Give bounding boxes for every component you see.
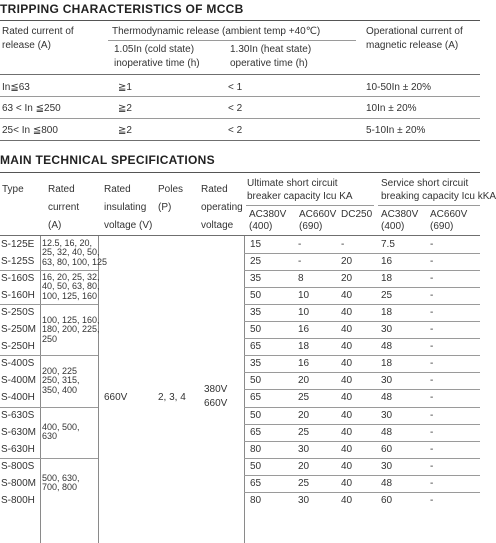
tripping-row-1-rated: In≦63 — [2, 82, 30, 93]
service-ac660-cell: - — [430, 341, 434, 353]
rated-current-header-2: current — [48, 202, 80, 213]
insulating-header-3: voltage (V) — [104, 220, 153, 231]
service-ac380-cell: 18 — [381, 358, 393, 370]
ultimate-ac660-cell: 16 — [298, 358, 310, 370]
ultimate-ac660-cell: 8 — [298, 273, 304, 285]
ultimate-ac660-cell: 25 — [298, 477, 310, 489]
insulating-voltage-value: 660V — [104, 392, 128, 403]
ultimate-dc250-cell: 40 — [341, 375, 353, 387]
ultimate-ac660-cell: 10 — [298, 307, 310, 319]
tripping-row-3-cold: ≧2 — [118, 125, 132, 136]
operating-header-3: voltage — [201, 220, 234, 231]
type-cell: S-160S — [1, 273, 35, 285]
service-ac660-cell: - — [430, 358, 434, 370]
service-underline — [378, 205, 480, 206]
ultimate-ac660-cell: 16 — [298, 324, 310, 336]
ultimate-ac380-cell: 50 — [250, 375, 262, 387]
ultimate-ac380-cell: 35 — [250, 273, 262, 285]
service-ac660-cell: - — [430, 477, 434, 489]
service-ac380-cell: 18 — [381, 307, 393, 319]
type-cell: S-250M — [1, 324, 37, 336]
service-ac380-cell: 16 — [381, 256, 393, 268]
rated-current-value: 200, 225 — [42, 365, 78, 376]
row-rule — [244, 321, 480, 322]
type-cell: S-630S — [1, 409, 35, 421]
ultimate-dc250-cell: 40 — [341, 324, 353, 336]
operating-header-2: operating — [201, 202, 243, 213]
rated-current-value: 500, 630, — [42, 472, 80, 483]
ultimate-dc250-cell: 40 — [341, 341, 353, 353]
ultimate-dc250-cell: 40 — [341, 358, 353, 370]
group-rule — [0, 458, 98, 459]
ultimate-ac660-cell: 30 — [298, 494, 310, 506]
service-ac660-cell: - — [430, 392, 434, 404]
service-ac660-header-2: (690) — [430, 221, 454, 232]
rated-current-value: 25, 32, 40, 50, — [42, 247, 100, 258]
service-ac380-cell: 30 — [381, 460, 393, 472]
poles-value: 2, 3, 4 — [158, 392, 186, 403]
service-ac660-cell: - — [430, 324, 434, 336]
ultimate-ac380-cell: 80 — [250, 494, 262, 506]
specs-header-rule — [0, 235, 480, 236]
group-rule — [0, 304, 98, 305]
type-cell: S-800H — [1, 494, 35, 506]
service-ac380-cell: 30 — [381, 324, 393, 336]
rated-current-value: 100, 125, 160 — [42, 290, 98, 301]
operating-voltage-value-2: 660V — [204, 398, 228, 409]
service-ac380-cell: 60 — [381, 494, 393, 506]
magnetic-header-line2: magnetic release (A) — [366, 40, 459, 51]
rated-current-value: 40, 50, 63, 80, — [42, 281, 100, 292]
heat-state-header-line2: operative time (h) — [230, 58, 308, 69]
ultimate-ac380-cell: 50 — [250, 324, 262, 336]
type-cell: S-400S — [1, 358, 35, 370]
rated-current-header-3: (A) — [48, 220, 62, 231]
service-ac380-cell: 7.5 — [381, 239, 395, 251]
ultimate-dc250-cell: 40 — [341, 443, 353, 455]
row-rule — [244, 253, 480, 254]
ultimate-ac660-cell: 20 — [298, 409, 310, 421]
group-rule — [244, 304, 480, 305]
tripping-row-1-rule — [0, 96, 480, 97]
tripping-row-1-mag: 10-50In ± 20% — [366, 82, 431, 93]
group-rule — [244, 270, 480, 271]
specs-title: MAIN TECHNICAL SPECIFICATIONS — [0, 153, 215, 167]
cold-state-header-line1: 1.05In (cold state) — [114, 44, 195, 55]
rated-current-value: 12.5, 16, 20, — [42, 237, 93, 248]
tripping-row-3-rated: 25< In ≦800 — [2, 125, 58, 136]
tripping-top-rule — [0, 20, 480, 21]
service-header-2: breaking capacity Icu kKA — [381, 191, 496, 202]
service-ac660-cell: - — [430, 409, 434, 421]
rated-current-value: 630 — [42, 431, 58, 442]
ultimate-header-2: breaker capacity Icu KA — [247, 191, 353, 202]
service-ac380-cell: 30 — [381, 409, 393, 421]
service-ac380-cell: 25 — [381, 290, 393, 302]
ultimate-ac660-cell: 18 — [298, 341, 310, 353]
service-ac380-cell: 48 — [381, 392, 393, 404]
type-cell: S-400H — [1, 392, 35, 404]
ultimate-header-1: Ultimate short circuit — [247, 178, 338, 189]
service-ac380-cell: 60 — [381, 443, 393, 455]
service-ac380-cell: 48 — [381, 341, 393, 353]
ultimate-dc250-cell: 20 — [341, 256, 353, 268]
rated-current-value: 350, 400 — [42, 384, 78, 395]
thermodynamic-header: Thermodynamic release (ambient temp +40℃) — [112, 26, 321, 37]
rated-current-value: 700, 800 — [42, 482, 78, 493]
poles-header-1: Poles — [158, 184, 184, 195]
ultimate-ac660-cell: - — [298, 256, 302, 268]
service-ac380-cell: 48 — [381, 477, 393, 489]
service-ac660-cell: - — [430, 494, 434, 506]
type-header: Type — [2, 184, 24, 195]
ultimate-ac380-cell: 35 — [250, 358, 262, 370]
service-ac380-cell: 30 — [381, 375, 393, 387]
tripping-bottom-rule — [0, 140, 480, 141]
row-rule — [244, 492, 480, 493]
row-rule — [244, 424, 480, 425]
ultimate-dc250-cell: 40 — [341, 290, 353, 302]
type-cell: S-630H — [1, 443, 35, 455]
tripping-row-2-rated: 63 < In ≦250 — [2, 103, 61, 114]
separator-type — [40, 236, 41, 543]
ultimate-ac380-cell: 65 — [250, 392, 262, 404]
group-rule — [0, 355, 98, 356]
ultimate-ac660-cell: 20 — [298, 375, 310, 387]
rated-current-header-line1: Rated current of — [2, 26, 74, 37]
ultimate-ac380-cell: 15 — [250, 239, 262, 251]
service-ac660-cell: - — [430, 239, 434, 251]
type-cell: S-160H — [1, 290, 35, 302]
ultimate-ac380-cell: 65 — [250, 426, 262, 438]
ultimate-ac380-cell: 50 — [250, 290, 262, 302]
rated-current-header-line2: release (A) — [2, 40, 51, 51]
row-rule — [244, 372, 480, 373]
row-rule — [244, 475, 480, 476]
thermodynamic-underline — [108, 40, 356, 41]
poles-header-2: (P) — [158, 202, 172, 213]
service-ac380-header-1: AC380V — [381, 209, 419, 220]
operating-voltage-value-1: 380V — [204, 384, 228, 395]
row-rule — [244, 389, 480, 390]
insulating-header-2: insulating — [104, 202, 147, 213]
ultimate-ac660-header-2: (690) — [299, 221, 323, 232]
tripping-header-rule — [0, 74, 480, 75]
type-cell: S-800S — [1, 460, 35, 472]
service-ac380-cell: 18 — [381, 273, 393, 285]
group-rule — [0, 407, 98, 408]
service-ac660-cell: - — [430, 443, 434, 455]
service-ac660-header-1: AC660V — [430, 209, 468, 220]
rated-current-value: 63, 80, 100, 125 — [42, 256, 108, 267]
ultimate-ac380-header-1: AC380V — [249, 209, 287, 220]
rated-current-header-1: Rated — [48, 184, 75, 195]
group-rule — [244, 407, 480, 408]
service-ac660-cell: - — [430, 290, 434, 302]
row-rule — [244, 287, 480, 288]
type-cell: S-125E — [1, 239, 35, 251]
ultimate-ac380-cell: 65 — [250, 341, 262, 353]
ultimate-dc250-cell: 40 — [341, 426, 353, 438]
heat-state-header-line1: 1.30In (heat state) — [230, 44, 312, 55]
ultimate-ac660-cell: - — [298, 239, 302, 251]
ultimate-ac380-cell: 65 — [250, 477, 262, 489]
tripping-row-2-rule — [0, 118, 480, 119]
service-ac660-cell: - — [430, 460, 434, 472]
ultimate-dc250-cell: 40 — [341, 409, 353, 421]
ultimate-dc250-cell: 40 — [341, 494, 353, 506]
ultimate-ac660-cell: 25 — [298, 392, 310, 404]
specs-top-rule — [0, 172, 480, 173]
ultimate-ac380-cell: 25 — [250, 256, 262, 268]
ultimate-ac660-header-1: AC660V — [299, 209, 337, 220]
service-ac660-cell: - — [430, 426, 434, 438]
rated-current-value: 180, 200, 225, — [42, 324, 100, 335]
ultimate-dc250-cell: 40 — [341, 460, 353, 472]
tripping-row-2-mag: 10In ± 20% — [366, 103, 417, 114]
insulating-header-1: Rated — [104, 184, 131, 195]
service-ac380-cell: 48 — [381, 426, 393, 438]
tripping-row-2-cold: ≧2 — [118, 103, 132, 114]
row-rule — [244, 441, 480, 442]
service-ac660-cell: - — [430, 273, 434, 285]
ultimate-ac660-cell: 10 — [298, 290, 310, 302]
ultimate-dc250-cell: 40 — [341, 392, 353, 404]
service-header-1: Service short circuit — [381, 178, 469, 189]
ultimate-ac380-header-2: (400) — [249, 221, 273, 232]
ultimate-ac380-cell: 50 — [250, 460, 262, 472]
tripping-row-1-heat: < 1 — [228, 82, 243, 93]
group-rule — [244, 458, 480, 459]
tripping-row-3-mag: 5-10In ± 20% — [366, 125, 426, 136]
type-cell: S-250S — [1, 307, 35, 319]
ultimate-ac380-cell: 50 — [250, 409, 262, 421]
ultimate-ac380-cell: 35 — [250, 307, 262, 319]
service-ac380-header-2: (400) — [381, 221, 405, 232]
rated-current-value: 250, 315, — [42, 375, 80, 386]
tripping-title: TRIPPING CHARACTERISTICS OF MCCB — [0, 2, 244, 16]
type-cell: S-630M — [1, 426, 37, 438]
type-cell: S-125S — [1, 256, 35, 268]
group-rule — [244, 355, 480, 356]
service-ac660-cell: - — [430, 256, 434, 268]
service-ac660-cell: - — [430, 307, 434, 319]
ultimate-ac660-cell: 30 — [298, 443, 310, 455]
group-rule — [0, 270, 98, 271]
ultimate-ac660-cell: 20 — [298, 460, 310, 472]
ultimate-ac380-cell: 80 — [250, 443, 262, 455]
rated-current-value: 100, 125, 160, — [42, 314, 100, 325]
operating-header-1: Rated — [201, 184, 228, 195]
tripping-row-2-heat: < 2 — [228, 103, 243, 114]
ultimate-underline — [246, 205, 374, 206]
ultimate-dc250-cell: 20 — [341, 273, 353, 285]
rated-current-value: 16, 20, 25, 32, — [42, 271, 100, 282]
ultimate-dc250-cell: 40 — [341, 477, 353, 489]
rated-current-value: 250 — [42, 333, 58, 344]
rated-current-value: 400, 500, — [42, 421, 80, 432]
ultimate-dc250-cell: - — [341, 239, 345, 251]
tripping-row-1-cold: ≧1 — [118, 82, 132, 93]
type-cell: S-800M — [1, 477, 37, 489]
service-ac660-cell: - — [430, 375, 434, 387]
row-rule — [244, 338, 480, 339]
type-cell: S-250H — [1, 341, 35, 353]
type-cell: S-400M — [1, 375, 37, 387]
tripping-row-3-heat: < 2 — [228, 125, 243, 136]
magnetic-header-line1: Operational current of — [366, 26, 463, 37]
ultimate-ac660-cell: 25 — [298, 426, 310, 438]
cold-state-header-line2: inoperative time (h) — [114, 58, 200, 69]
ultimate-dc250-cell: 40 — [341, 307, 353, 319]
ultimate-dc250-header: DC250 — [341, 209, 373, 220]
